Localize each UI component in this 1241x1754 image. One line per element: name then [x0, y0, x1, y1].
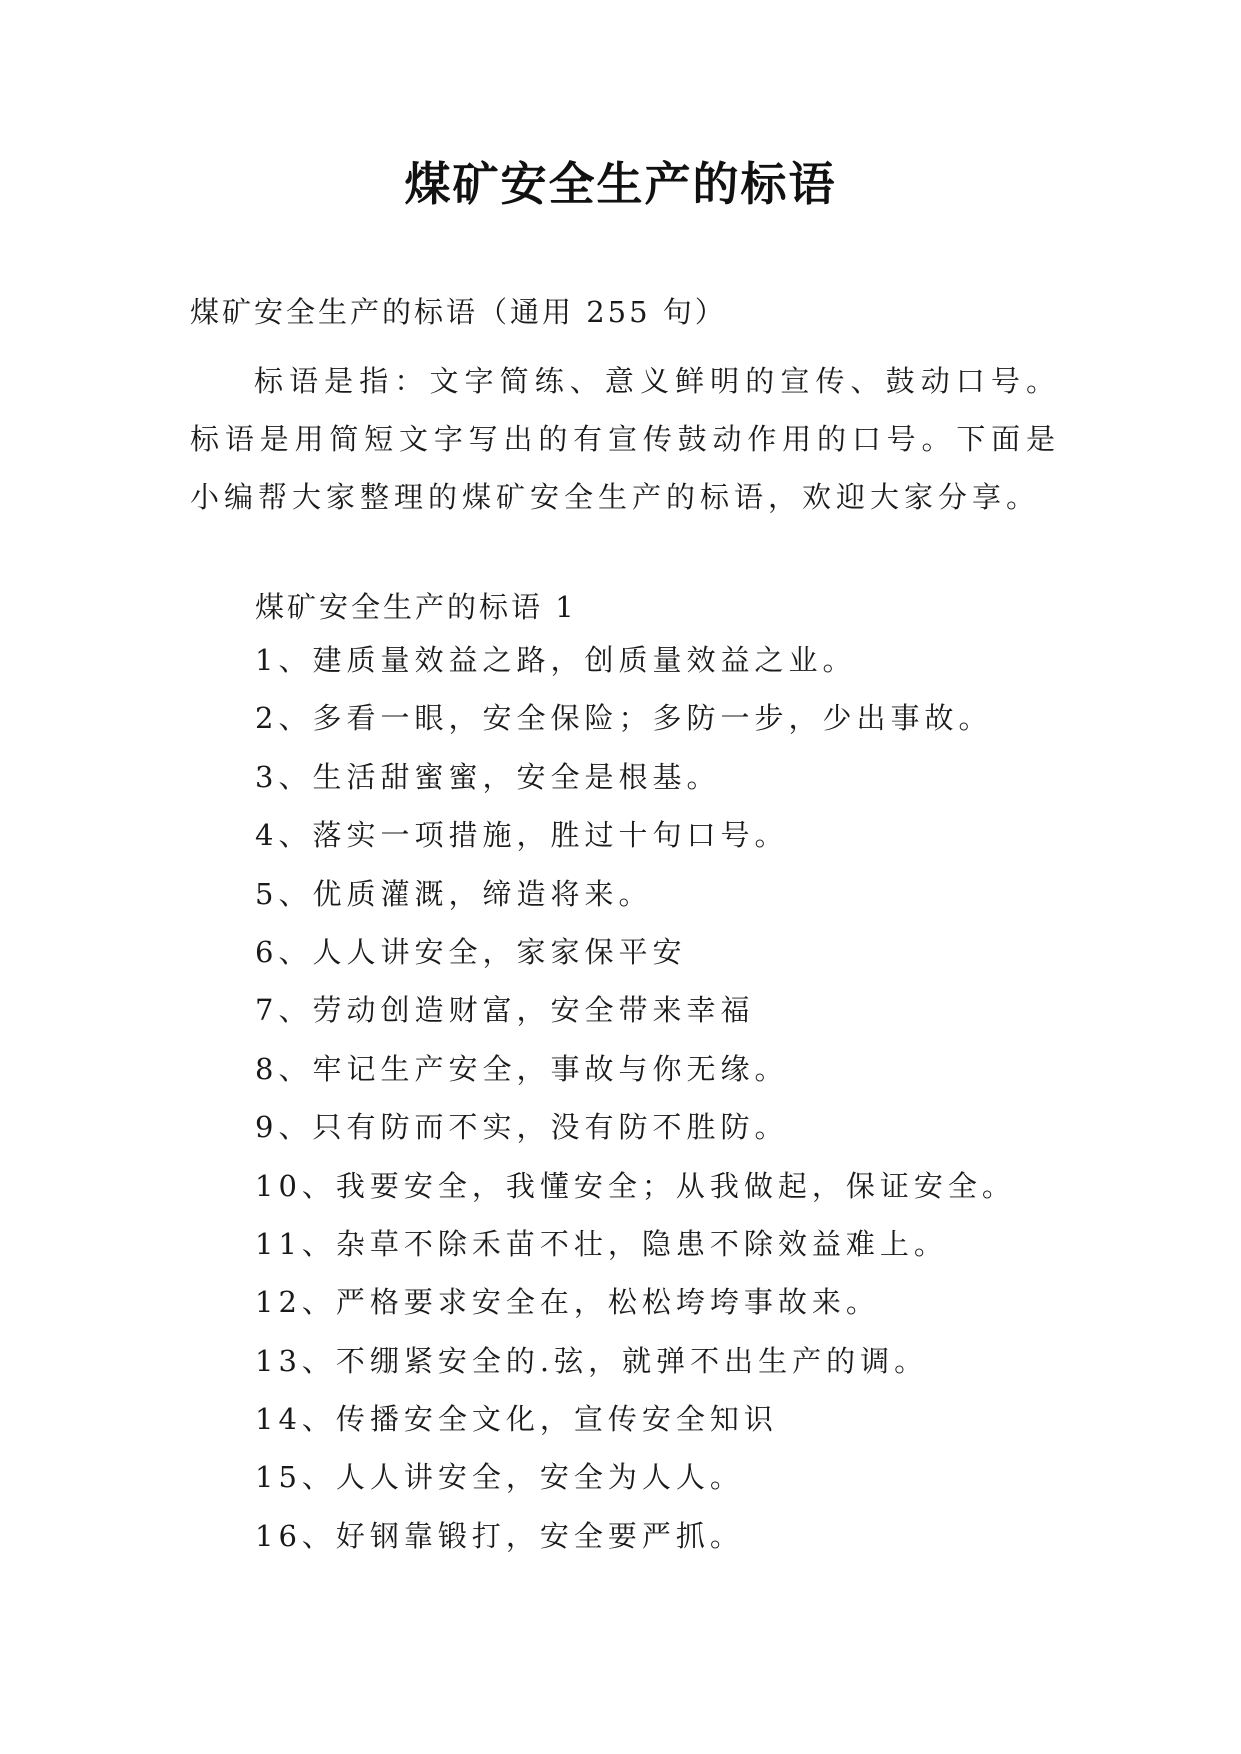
- list-item: 8、牢记生产安全，事故与你无缘。: [255, 1051, 789, 1086]
- list-item: 10、我要安全，我懂安全；从我做起，保证安全。: [255, 1168, 1016, 1203]
- list-item: 13、不绷紧安全的.弦，就弹不出生产的调。: [255, 1343, 929, 1378]
- list-item: 12、严格要求安全在，松松垮垮事故来。: [255, 1285, 880, 1320]
- list-item: 9、只有防而不实，没有防不胜防。: [255, 1110, 789, 1145]
- list-item: 5、优质灌溉，缔造将来。: [255, 876, 653, 911]
- list-item: 16、好钢靠锻打，安全要严抓。: [255, 1518, 744, 1553]
- list-item: 6、人人讲安全，家家保平安: [255, 934, 687, 969]
- list-item: 15、人人讲安全，安全为人人。: [255, 1460, 744, 1495]
- slogan-list: [255, 640, 1016, 1574]
- list-item: 2、多看一眼，安全保险；多防一步，少出事故。: [255, 701, 993, 736]
- list-item: 3、生活甜蜜蜜，安全是根基。: [255, 759, 721, 794]
- list-item: 1、建质量效益之路，创质量效益之业。: [255, 643, 857, 677]
- list-item: 11、杂草不除禾苗不壮，隐患不除效益难上。: [255, 1226, 948, 1261]
- document-subtitle: 煤矿安全生产的标语（通用 255 句）: [190, 295, 727, 329]
- page-title: 煤矿安全生产的标语: [404, 157, 837, 211]
- list-item: 4、落实一项措施，胜过十句口号。: [255, 818, 789, 853]
- section-heading: 煤矿安全生产的标语 1: [255, 590, 577, 624]
- list-item: 14、传播安全文化，宣传安全知识: [255, 1402, 778, 1437]
- intro-paragraph: 标语是指：文字简练、意义鲜明的宣传、鼓动口号。标语是用简短文字写出的有宣传鼓动作用的口号。下面是小编帮大家整理的煤矿安全生产的标语，欢迎大家分享。: [190, 364, 1060, 514]
- list-item: 7、劳动创造财富，安全带来幸福: [255, 993, 755, 1028]
